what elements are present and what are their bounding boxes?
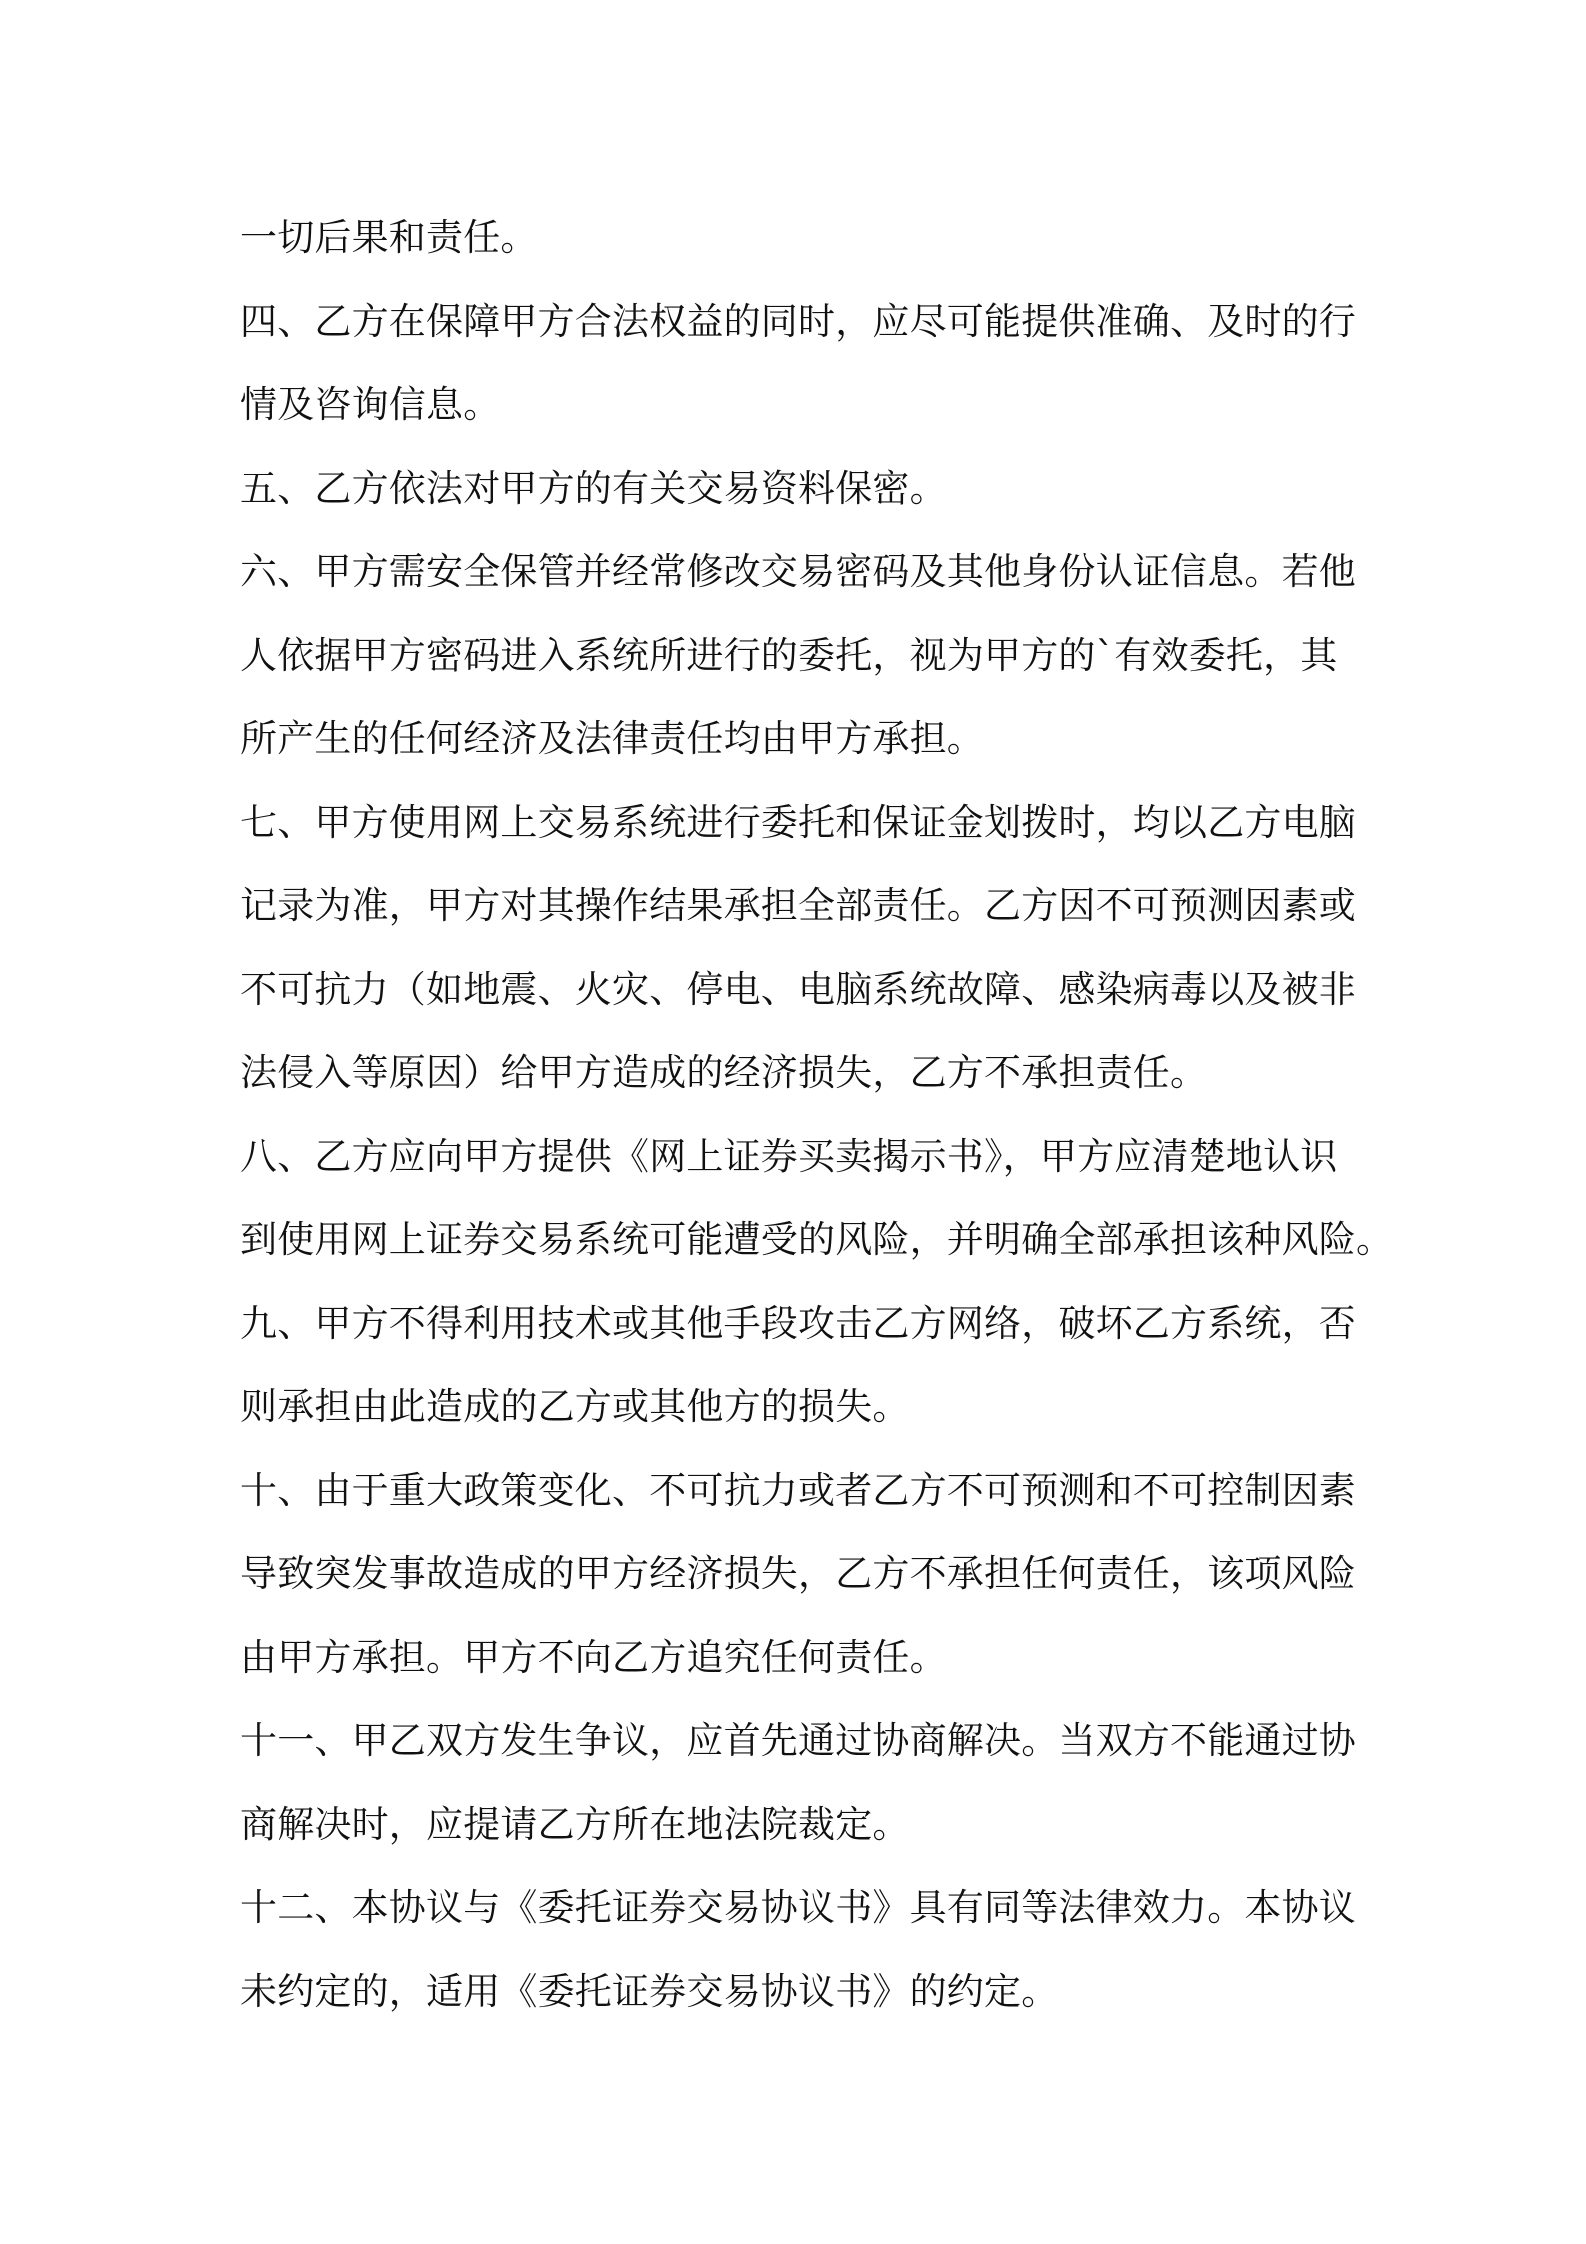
text-line: 五、乙方依法对甲方的有关交易资料保密。 [240, 466, 947, 510]
text-line: 导致突发事故造成的甲方经济损失，乙方不承担任何责任，该项风险 [240, 1552, 1356, 1595]
text-line: 一切后果和责任。 [240, 216, 538, 259]
text-line: 七、甲方使用网上交易系统进行委托和保证金划拨时，均以乙方电脑 [240, 800, 1356, 844]
text-line: 十、由于重大政策变化、不可抗力或者乙方不可预测和不可控制因素 [240, 1468, 1356, 1512]
text-line: 由甲方承担。甲方不向乙方追究任何责任。 [240, 1635, 947, 1679]
text-line: 情及咨询信息。 [240, 383, 501, 426]
text-line: 六、甲方需安全保管并经常修改交易密码及其他身份认证信息。若他 [240, 550, 1356, 593]
text-line: 所产生的任何经济及法律责任均由甲方承担。 [240, 717, 984, 760]
text-line: 十二、本协议与《委托证券交易协议书》具有同等法律效力。本协议 [240, 1886, 1356, 1929]
text-line: 记录为准，甲方对其操作结果承担全部责任。乙方因不可预测因素或 [240, 884, 1356, 927]
text-line: 十一、甲乙双方发生争议，应首先通过协商解决。当双方不能通过协 [240, 1719, 1356, 1762]
text-line: 四、乙方在保障甲方合法权益的同时，应尽可能提供准确、及时的行 [240, 299, 1356, 343]
text-line: 人依据甲方密码进入系统所进行的委托，视为甲方的`有效委托，其 [240, 633, 1338, 677]
text-line: 商解决时，应提请乙方所在地法院裁定。 [240, 1802, 910, 1846]
text-line: 则承担由此造成的乙方或其他方的损失。 [240, 1385, 910, 1428]
text-line: 法侵入等原因）给甲方造成的经济损失，乙方不承担责任。 [240, 1051, 1208, 1094]
text-line: 八、乙方应向甲方提供《网上证券买卖揭示书》，甲方应清楚地认识 [240, 1134, 1338, 1178]
text-line: 到使用网上证券交易系统可能遭受的风险，并明确全部承担该种风险。 [240, 1218, 1394, 1261]
agreement-text [240, 196, 1394, 2033]
text-line: 九、甲方不得利用技术或其他手段攻击乙方网络，破坏乙方系统，否 [240, 1301, 1356, 1345]
text-line: 未约定的，适用《委托证券交易协议书》的约定。 [240, 1969, 1059, 2013]
text-line: 不可抗力（如地震、火灾、停电、电脑系统故障、感染病毒以及被非 [240, 967, 1356, 1011]
